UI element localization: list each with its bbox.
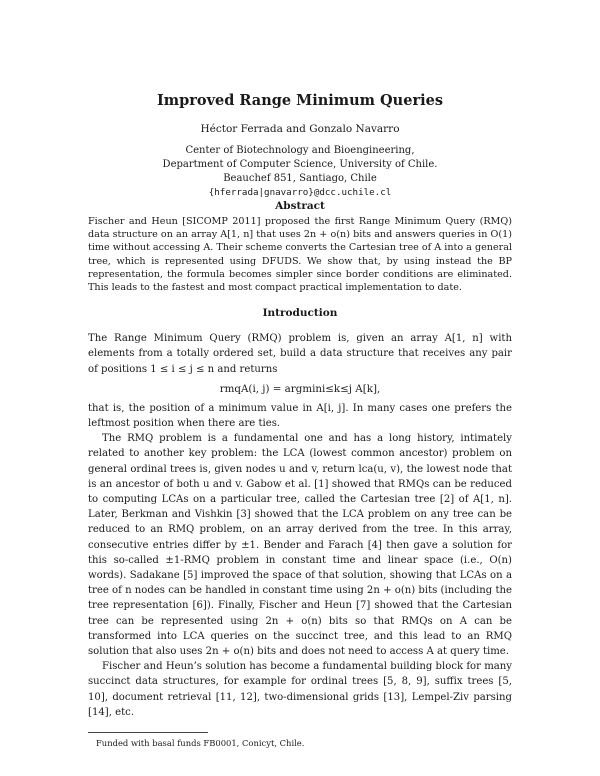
paper-page — [88, 92, 512, 748]
funding-footnote: Funded with basal funds FB0001, Conicyt, Chile. — [96, 738, 305, 749]
author-email: {hferrada|gnavarro}@dcc.uchile.cl — [208, 187, 392, 198]
paper-title: Improved Range Minimum Queries — [157, 92, 443, 109]
footnote-divider — [88, 732, 208, 733]
abstract-text: Fischer and Heun [SICOMP 2011] proposed the first Range Minimum Query (RMQ) data structure on an array A[1, n] that uses 2n + o(n) bits and answers queries in O(1) time without accessing A. Their scheme converts the Cartesian tree of A into a general tree, which is represented using DFUDS. We show that, by using instead the BP representation, the formula becomes simpler since border conditions are eliminated. This leads to the fastest and most compact practical implementation to date. — [88, 216, 512, 294]
abstract-heading: Abstract — [275, 200, 325, 212]
authors: Héctor Ferrada and Gonzalo Navarro — [200, 123, 400, 135]
intro-paragraph-2: that is, the position of a minimum value in A[i, j]. In many cases one prefers the leftmost position when there are ties. — [88, 402, 512, 430]
affiliation-line-3: Beauchef 851, Santiago, Chile — [223, 173, 377, 184]
rmq-formula: rmqA(i, j) = argmini≤k≤j A[k], — [219, 382, 381, 395]
intro-paragraph-3: The RMQ problem is a fundamental one and has a long history, intimately related to another key problem: the LCA (lowest common ancestor) problem on general ordinal trees is, given nodes u and v, return lca(u, v), the lowest node that is an ancestor of both u and v. Gabow et al. [1] showed that RMQs can be reduced to computing LCAs on a particular tree, called the Cartesian tree [2] of A[1, n]. Later, Berkman and Vishkin [3] showed that the LCA problem on any tree can be reduced to an RMQ problem, on an array derived from the tree. In this array, consecutive entries differ by ±1. Bender and Farach [4] then gave a solution for this so-called ±1-RMQ problem in constant time and linear space (i.e., O(n) words). Sadakane [5] improved the space of that solution, showing that LCAs on a tree of n nodes can be handled in constant time using 2n + o(n) bits (including the tree representation [6]). Finally, Fischer and Heun [7] showed that the Cartesian tree can be represented using 2n + o(n) bits so that RMQs on A can be transformed into LCA queries on the succinct tree, and this lead to an RMQ solution that also uses 2n + o(n) bits and does not need to access A at query time. — [88, 433, 512, 658]
affiliation-line-2: Department of Computer Science, University of Chile. — [162, 159, 438, 170]
intro-paragraph-4: Fischer and Heun’s solution has become a fundamental building block for many succinct data structures, for example for ordinal trees [5, 8, 9], suffix trees [5, 10], document retrieval [11, 12], two-dimensional grids [13], Lempel-Ziv parsing [14], etc. — [88, 661, 512, 718]
section-heading-introduction: Introduction — [262, 307, 338, 320]
intro-paragraph-1: The Range Minimum Query (RMQ) problem is, given an array A[1, n] with elements from a totally ordered set, build a data structure that receives any pair of positions 1 ≤ i ≤ j ≤ n and returns — [88, 333, 512, 375]
affiliation-line-1: Center of Biotechnology and Bioengineering, — [185, 145, 415, 156]
